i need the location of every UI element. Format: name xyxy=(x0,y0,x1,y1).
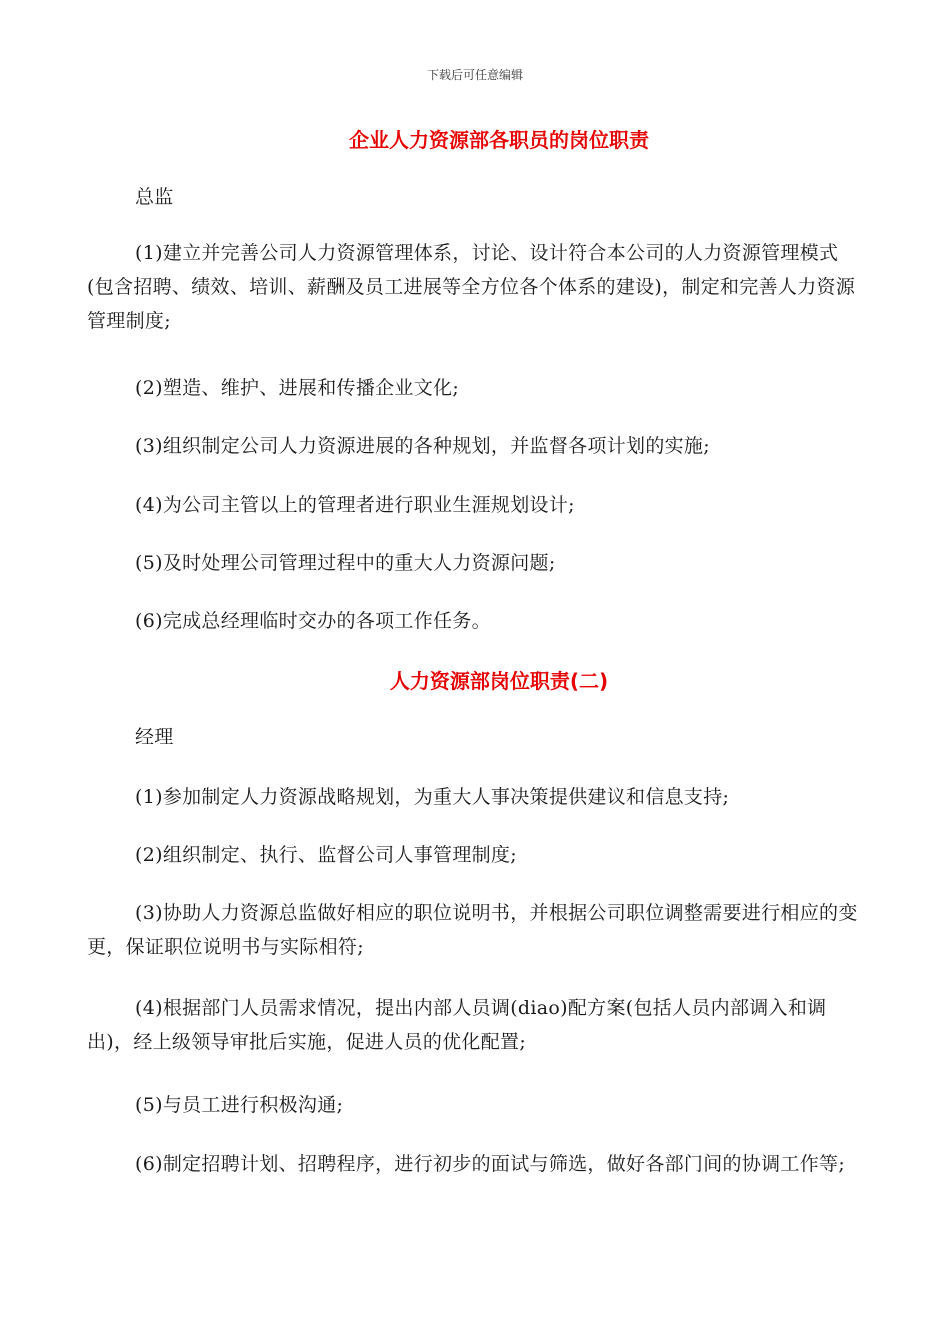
section-1-role: 总监 xyxy=(135,186,174,208)
section-1-item-2: (2)塑造、维护、进展和传播企业文化; xyxy=(135,377,460,399)
section-2-item-6: (6)制定招聘计划、招聘程序，进行初步的面试与筛选，做好各部门间的协调工作等; xyxy=(135,1153,846,1175)
header-note: 下载后可任意编辑 xyxy=(426,68,523,82)
section-1-item-3: (3)组织制定公司人力资源进展的各种规划，并监督各项计划的实施; xyxy=(135,435,710,457)
section-2-item-5: (5)与员工进行积极沟通; xyxy=(135,1094,344,1116)
section-2-role: 经理 xyxy=(135,726,174,748)
section-title-1: 企业人力资源部各职员的岗位职责 xyxy=(349,128,649,152)
section-title-2: 人力资源部岗位职责(二) xyxy=(389,669,609,693)
section-2-item-1: (1)参加制定人力资源战略规划，为重大人事决策提供建议和信息支持; xyxy=(135,786,730,808)
section-1-item-4: (4)为公司主管以上的管理者进行职业生涯规划设计; xyxy=(135,494,575,516)
section-1-item-5: (5)及时处理公司管理过程中的重大人力资源问题; xyxy=(135,552,556,574)
section-1-item-6: (6)完成总经理临时交办的各项工作任务。 xyxy=(135,610,491,632)
section-2-item-4: (4)根据部门人员需求情况，提出内部人员调(diao)配方案(包括人员内部调入和调出)，经上级领导审批后实施，促进人员的优化配置; xyxy=(87,997,827,1053)
section-1-item-1: (1)建立并完善公司人力资源管理体系，讨论、设计符合本公司的人力资源管理模式(包含招聘、绩效、培训、薪酬及员工进展等全方位各个体系的建设)，制定和完善人力资源管理制度; xyxy=(87,242,856,332)
section-2-item-2: (2)组织制定、执行、监督公司人事管理制度; xyxy=(135,844,517,866)
section-2-item-3: (3)协助人力资源总监做好相应的职位说明书，并根据公司职位调整需要进行相应的变更，保证职位说明书与实际相符; xyxy=(87,902,858,958)
